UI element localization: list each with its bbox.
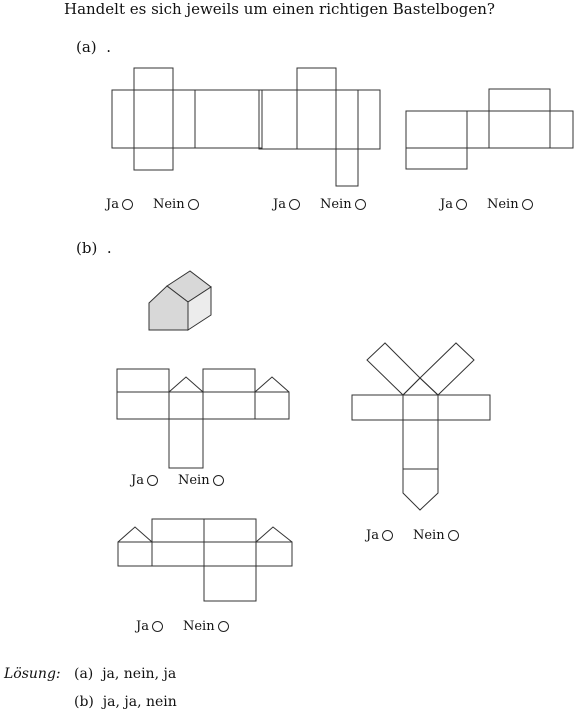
no-label: Nein: [412, 528, 445, 543]
yes-label: Ja: [440, 197, 453, 212]
yes-label: Ja: [136, 619, 149, 634]
yes-radio[interactable]: [152, 621, 163, 632]
yes-radio[interactable]: [382, 530, 393, 541]
net-b2: [118, 519, 292, 601]
solution-label: Lösung:: [4, 666, 61, 682]
no-radio[interactable]: [522, 199, 533, 210]
solution-a-text: ja, nein, ja: [102, 666, 177, 682]
no-radio[interactable]: [213, 475, 224, 486]
question-heading: Handelt es sich jeweils um einen richtigen Bastelbogen?: [64, 0, 495, 18]
yes-label: Ja: [131, 473, 144, 488]
choice-row-a1: [106, 197, 199, 212]
choice-row-b1: [131, 473, 224, 488]
no-label: Nein: [182, 619, 215, 634]
yes-radio[interactable]: [456, 199, 467, 210]
net-a1: [112, 68, 262, 170]
part-b-number: (b): [76, 239, 98, 257]
part-b-dot: .: [106, 239, 112, 257]
solution-a: [74, 666, 176, 682]
yes-label: Ja: [273, 197, 286, 212]
no-label: Nein: [177, 473, 210, 488]
choice-row-b2: [136, 619, 229, 634]
yes-label: Ja: [106, 197, 119, 212]
no-radio[interactable]: [188, 199, 199, 210]
choice-row-b3: [366, 528, 459, 543]
part-a-dot: .: [106, 38, 111, 56]
no-radio[interactable]: [218, 621, 229, 632]
yes-radio[interactable]: [147, 475, 158, 486]
choice-row-a3: [440, 197, 533, 212]
yes-radio[interactable]: [289, 199, 300, 210]
no-label: Nein: [486, 197, 519, 212]
part-a-number: (a): [76, 38, 97, 56]
no-radio[interactable]: [448, 530, 459, 541]
net-a3: [406, 89, 573, 169]
solution-a-label: (a): [74, 666, 94, 682]
net-a2: [259, 68, 380, 186]
no-label: Nein: [152, 197, 185, 212]
house-prism-3d: [149, 271, 211, 330]
no-label: Nein: [319, 197, 352, 212]
solution-b-label: (b): [74, 694, 94, 710]
yes-radio[interactable]: [122, 199, 133, 210]
net-b3: [352, 343, 490, 510]
solution-b: [74, 694, 177, 710]
yes-label: Ja: [366, 528, 379, 543]
no-radio[interactable]: [355, 199, 366, 210]
net-b1: [117, 369, 289, 468]
solution-b-text: ja, ja, nein: [102, 694, 177, 710]
choice-row-a2: [273, 197, 366, 212]
